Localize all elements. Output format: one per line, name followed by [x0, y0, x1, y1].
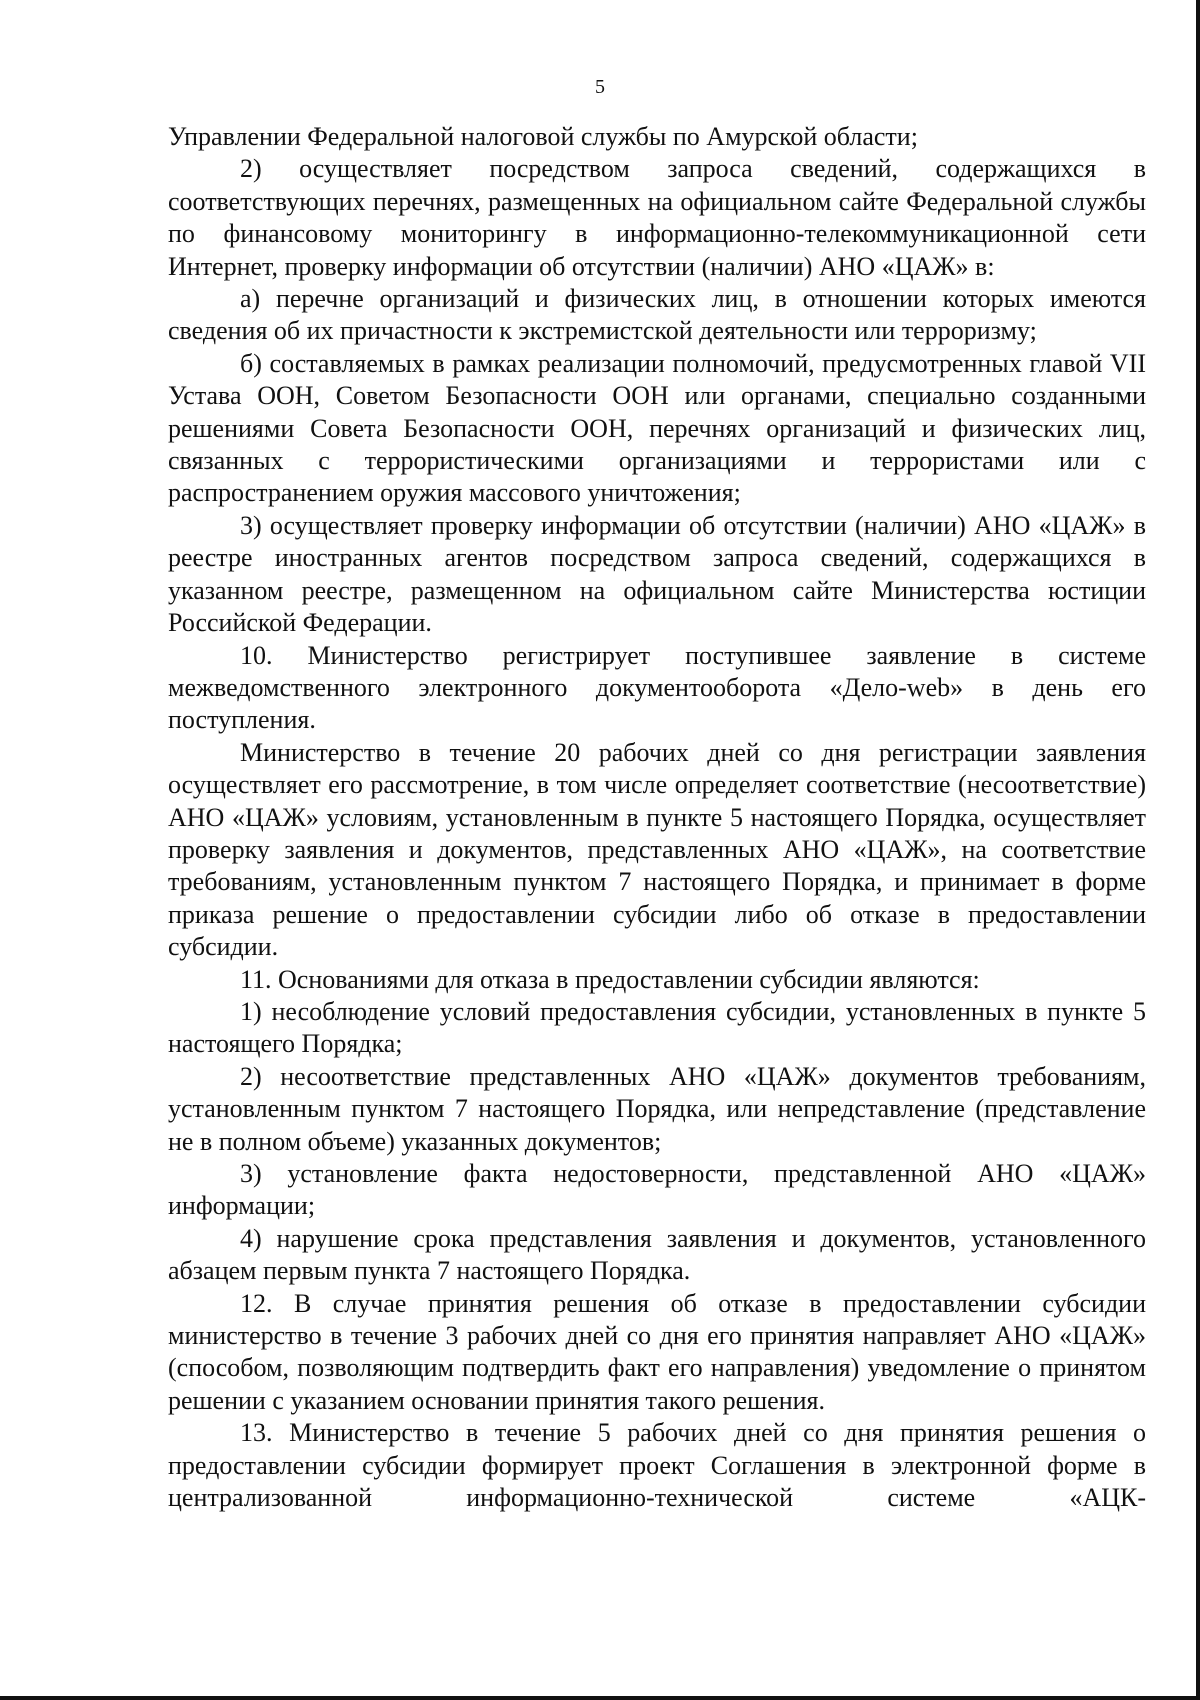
paragraph-item-b: б) составляемых в рамках реализации полномочий, предусмотренных главой VII Устава ООН, Советом Безопасности ООН или органами, специально созданными решениями Совета Безопасности ООН, перечнях организаций и физических лиц, связанных с террористическими организациями и террористами или с распространением оружия массового уничтожения; — [168, 348, 1146, 508]
paragraph-clause-10-review: Министерство в течение 20 рабочих дней со дня регистрации заявления осуществляет его рассмотрение, в том числе определяет соответствие (несоответствие) АНО «ЦАЖ» условиям, установленным в пункте 5 настоящего Порядка, осуществляет проверку заявления и документов, представленных АНО «ЦАЖ», на соответствие требованиям, установленным пунктом 7 настоящего Порядка, и принимает в форме приказа решение о предоставлении субсидии либо об отказе в предоставлении субсидии. — [168, 737, 1146, 962]
paragraph-clause-12: 12. В случае принятия решения об отказе в предоставлении субсидии министерство в течение 3 рабочих дней со дня его принятия направляет АНО «ЦАЖ» (способом, позволяющим подтвердить факт его направления) уведомление о принятом решении с указанием основании принятия такого решения. — [168, 1288, 1146, 1415]
paragraph-clause-11: 11. Основаниями для отказа в предоставлении субсидии являются: — [240, 964, 980, 994]
paragraph-item-2: 2) осуществляет посредством запроса сведений, содержащихся в соответствующих перечнях, размещенных на официальном сайте Федеральной службы по финансовому мониторингу в информационно-телекоммуникационной сети Интернет, проверку информации об отсутствии (наличии) АНО «ЦАЖ» в: — [168, 154, 1146, 281]
paragraph-clause-13: 13. Министерство в течение 5 рабочих дней со дня принятия решения о предоставлении субсидии формирует проект Соглашения в электронной форме в централизованной информационно-технической системе «АЦК- — [168, 1418, 1146, 1513]
paragraph-clause-10: 10. Министерство регистрирует поступившее заявление в системе межведомственного электронного документооборота «Дело-web» в день его поступления. — [168, 640, 1146, 735]
paragraph-clause-11-item-1: 1) несоблюдение условий предоставления субсидии, установленных в пункте 5 настоящего Порядка; — [168, 996, 1146, 1059]
paragraph-clause-11-item-2: 2) несоответствие представленных АНО «ЦАЖ» документов требованиям, установленным пунктом 7 настоящего Порядка, или непредставление (представление не в полном объеме) указанных документов; — [168, 1061, 1146, 1156]
document-body — [168, 121, 1146, 1514]
scan-edge-bottom — [0, 1696, 1200, 1700]
paragraph-clause-11-item-4: 4) нарушение срока представления заявления и документов, установленного абзацем первым пункта 7 настоящего Порядка. — [168, 1223, 1146, 1286]
scan-edge-right — [1196, 0, 1200, 1700]
paragraph-item-3: 3) осуществляет проверку информации об отсутствии (наличии) АНО «ЦАЖ» в реестре иностранных агентов посредством запроса сведений, содержащихся в указанном реестре, размещенном на официальном сайте Министерства юстиции Российской Федерации. — [168, 510, 1146, 638]
paragraph-continuation: Управлении Федеральной налоговой службы по Амурской области; — [168, 122, 918, 151]
page-number: 5 — [595, 76, 605, 98]
paragraph-item-a: а) перечне организаций и физических лиц, в отношении которых имеются сведения об их причастности к экстремистской деятельности или терроризму; — [168, 284, 1146, 346]
paragraph-clause-11-item-3: 3) установление факта недостоверности, представленной АНО «ЦАЖ» информации; — [168, 1159, 1146, 1221]
